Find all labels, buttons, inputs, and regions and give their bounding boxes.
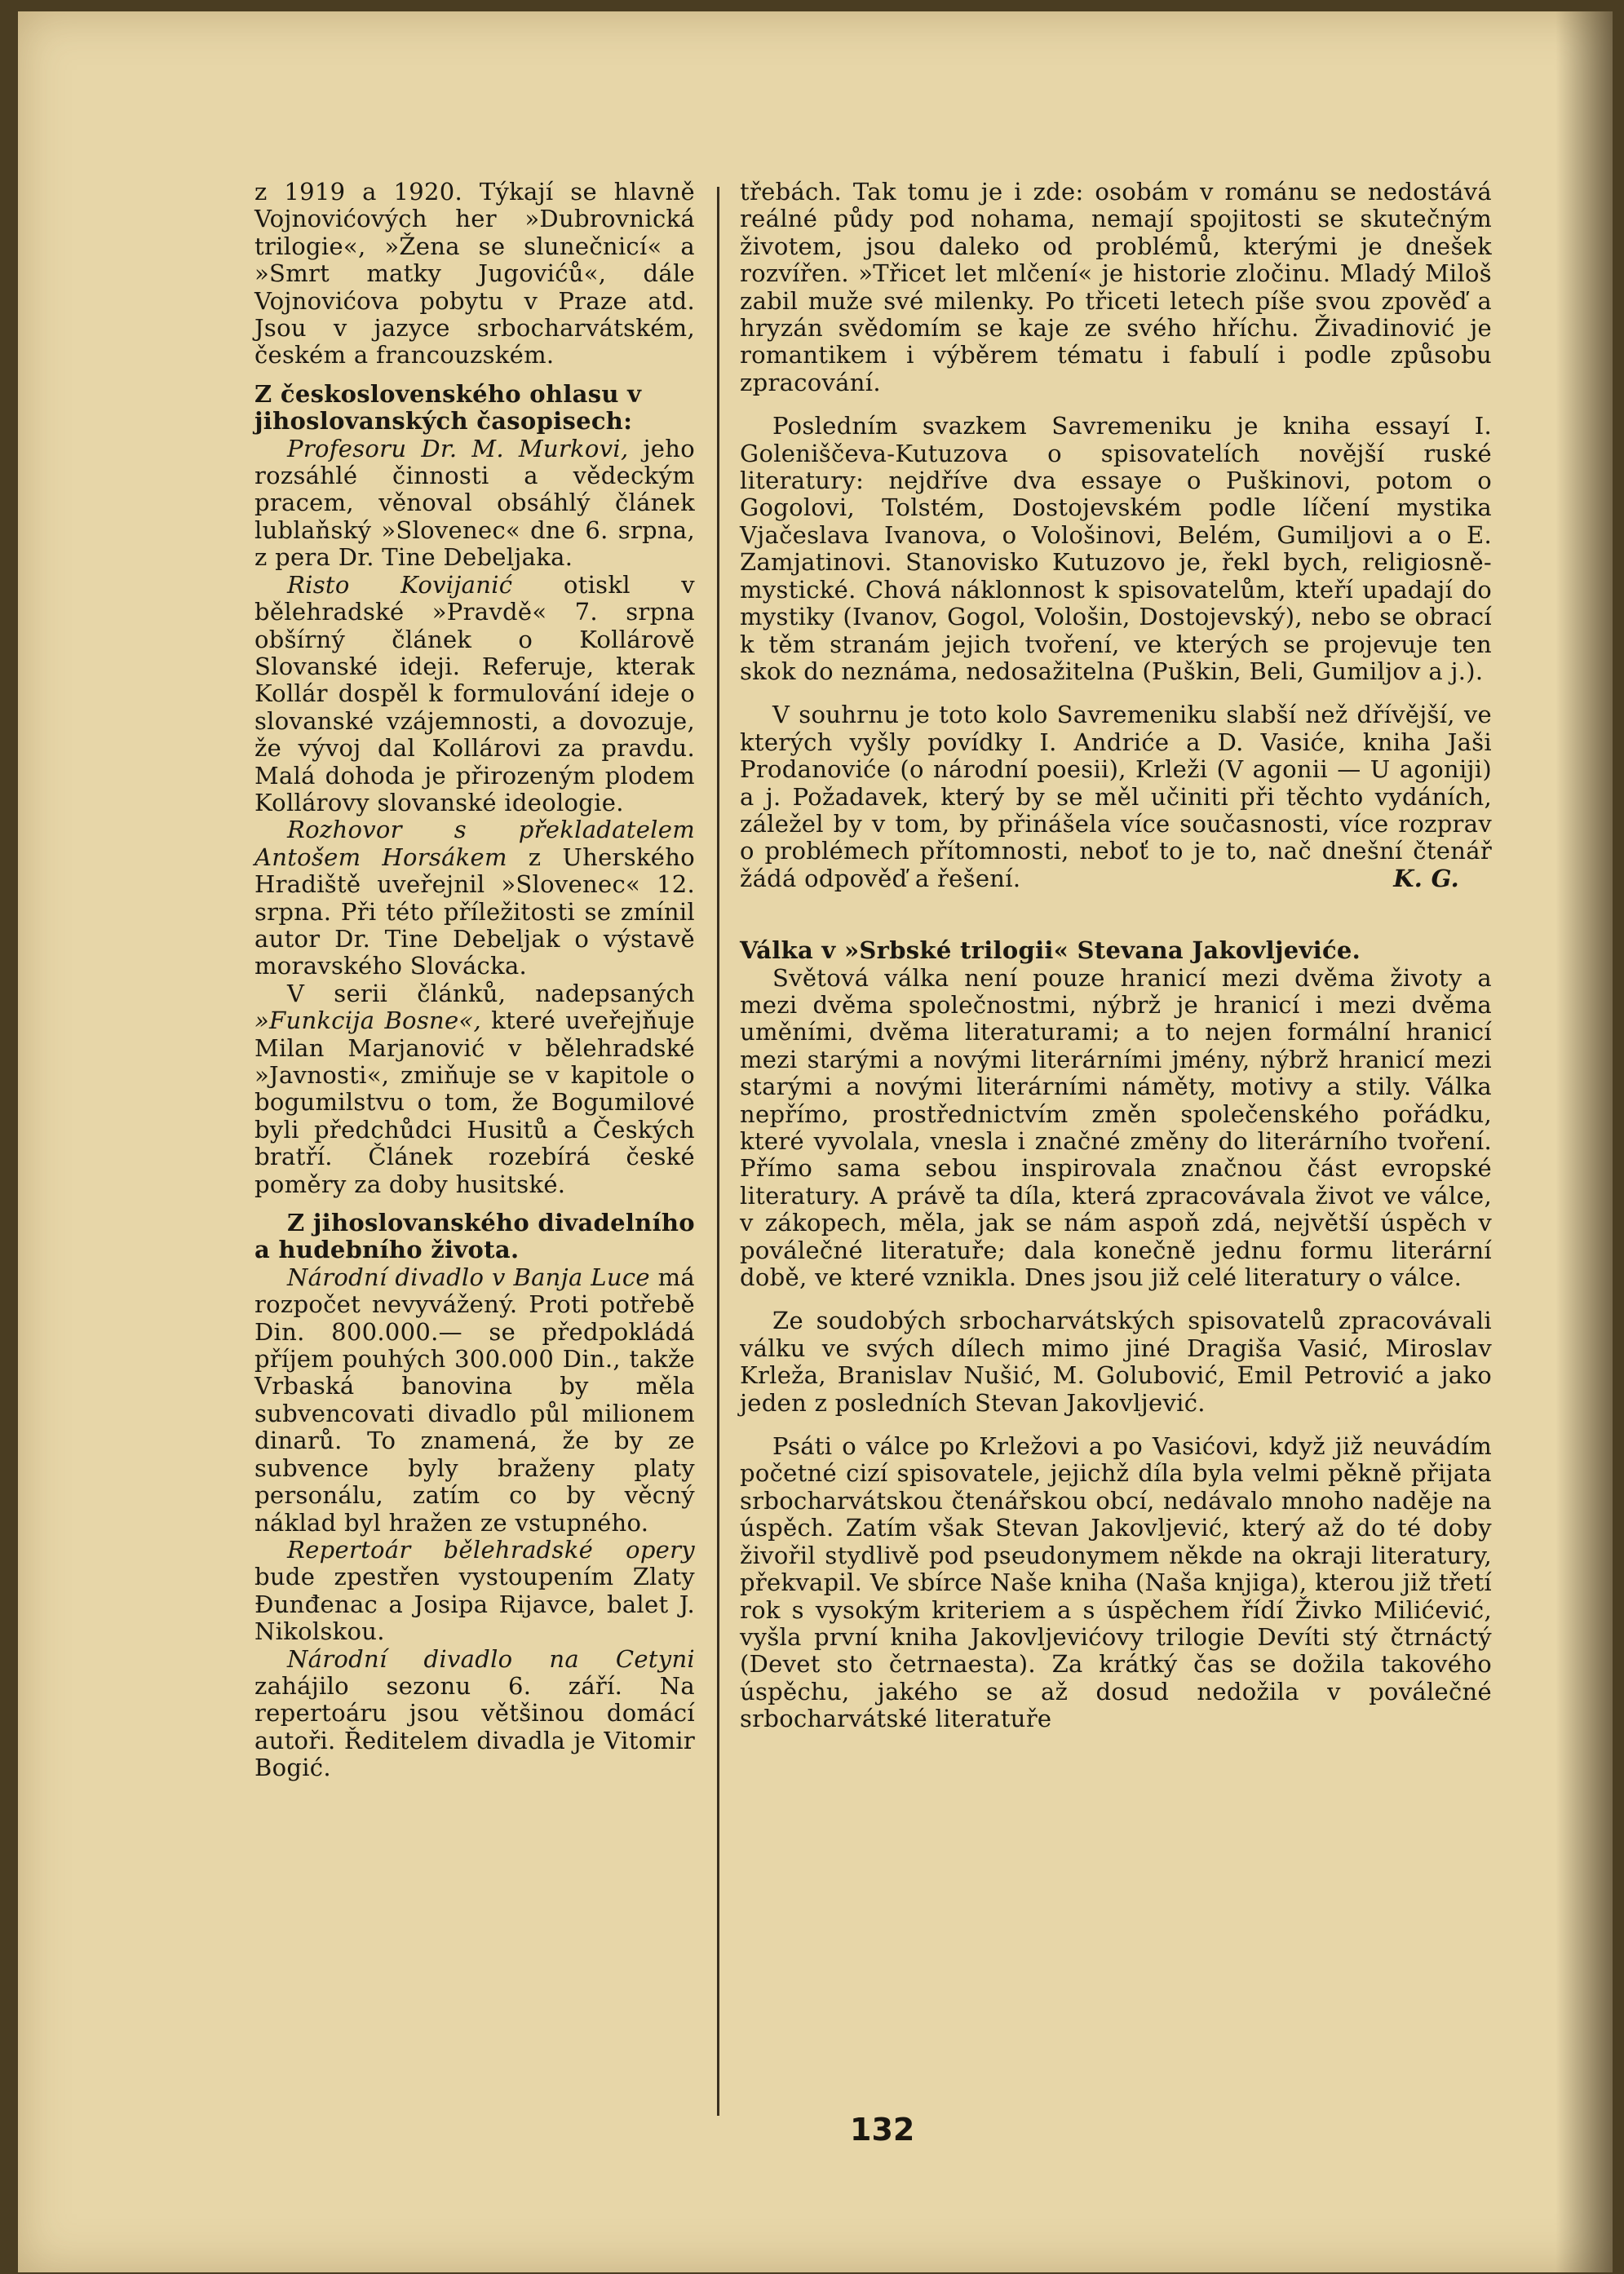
left-paragraph-3 <box>254 572 695 817</box>
page-edge-shadow <box>1555 11 1613 2272</box>
left-p7-title: Repertoár bělehradské opery <box>287 1535 695 1564</box>
left-p2-text: jeho rozsáhlé činnosti a vědeckým pracem, věnoval obsáhlý článek lublaňský »Slovenec« dne 6. srpna, z pera Dr. Tine Debeljaka. <box>254 434 695 572</box>
right-paragraph-6: Psáti o válce po Krležovi a po Vasićovi, když již neuvádím početné cizí spisovatele, jejichž díla byla velmi pěkně přijata srbocharvátskou čtenářskou obcí, nedávalo mnoho naděje na úspěch. Zatím však Stevan Jakovljević, který až do té doby živořil stydlivě pod pseudonymem někde na okraji literatury, překvapil. Ve sbírce Naše kniha (Naša knjiga), kterou již třetí rok s vysokým kriteriem a s úspěchem řídí Živko Milićević, vyšla první kniha Jakovljevićovy trilogie Devíti stý čtrnáctý (Devet sto četrnaesta). Za krátký čas se dožila takového úspěchu, jakého se až dosud nedožila v poválečné srbocharvátské literatuře <box>740 1432 1492 1733</box>
left-column <box>254 179 695 1782</box>
left-p6-text: má rozpočet nevyvážený. Proti potřebě Din. 800.000.— se předpokládá příjem pouhých 300.000 Din., takže Vrbaská banovina by měla subvencovati divadlo půl milionem dinarů. To znamená, že by ze subvence byly braženy platy personálu, zatím co by věcný náklad byl hražen ze vstupného. <box>254 1263 695 1537</box>
left-p5-lead: V serii článků, nadepsaných <box>287 979 695 1007</box>
left-p6-title: Národní divadlo v Banja Luce <box>287 1263 650 1291</box>
right-paragraph-5: Ze soudobých srbocharvátských spisovatelů zpracovávali válku ve svých dílech mimo jiné Dragiša Vasić, Miroslav Krleža, Branislav Nušić, M. Golubović, Emil Petrović a jako jeden z posledních Stevan Jakovljević. <box>740 1307 1492 1417</box>
left-paragraph-8 <box>254 1646 695 1782</box>
left-p7-text: bude zpestřen vystoupením Zlaty Đunđenac a Josipa Rijavce, balet J. Nikolskou. <box>254 1563 695 1646</box>
left-p4-title: Rozhovor s překladatelem Antošem Horsákem <box>254 816 695 871</box>
left-paragraph-7 <box>254 1537 695 1646</box>
left-p5-title: »Funkcija Bosne«, <box>254 1006 481 1035</box>
right-p3-text: V souhrnu je toto kolo Savremeniku slabší než dřívější, ve kterých vyšly povídky I. Andriće a D. Vasiće, kniha Jaši Prodanoviće (o národní poesii), Krleži (V agonii — U agoniji) a j. Požadavek, který by se měl učiniti při těchto vydáních, záležel by v tom, by přinášela více současnosti, více rozprav o problémech přítomnosti, neboť to je to, nač dnešní čtenář žádá odpověď a řešení. <box>740 701 1492 892</box>
left-heading-1: Z československého ohlasu v jihoslovanských časopisech: <box>254 379 642 436</box>
right-paragraph-2: Posledním svazkem Savremeniku je kniha essayí I. Goleniščeva-Kutuzova o spisovatelích novější ruské literatury: nejdříve dva essaye o Puškinovi, potom o Gogolovi, Tolstém, Dostojevském podle líčení mystika Vjačeslava Ivanova, o Vološinovi, Belém, Gumiljovi a o E. Zamjatinovi. Stanovisko Kutuzovo je, řekl bych, religiosně-mystické. Chová náklonnost k spisovatelům, kteří upadají do mystiky (Ivanov, Gogol, Vološin, Dostojevský), nebo se obrací k těm stranám jejich tvoření, ve kterých se projevuje ten skok do neznáma, nedosažitelna (Puškin, Beli, Gumiljov a j.). <box>740 412 1492 685</box>
left-paragraph-2 <box>254 436 695 572</box>
signature: K. G. <box>1393 864 1459 892</box>
book-page <box>18 11 1613 2272</box>
left-paragraph-6 <box>254 1264 695 1537</box>
left-heading-2: Z jihoslovanského divadelního a hudebního života. <box>254 1209 695 1264</box>
right-paragraph-4: Světová válka není pouze hranicí mezi dvěma životy a mezi dvěma společnostmi, nýbrž je hranicí i mezi dvěma uměními, dvěma literaturami; a to nejen formální hranicí mezi starými a novými literárními jmény, nýbrž hranicí mezi starými a novými literárními náměty, motivy a stily. Válka nepřímo, prostřednictvím změn společenského pořádku, které vyvolala, vnesla i značné změny do literárního tvoření. Přímo sama sebou inspirovala značnou část evropské literatury. A právě ta díla, která zpracovávala život ve válce, v zákopech, měla, jak se nám aspoň zdá, největší úspěch v poválečné literatuře; dala konečně jednu formu literární době, ve které vznikla. Dnes jsou již celé literatury o válce. <box>740 963 1492 1292</box>
left-p3-title: Risto Kovijanić <box>287 570 513 599</box>
right-paragraph-3 <box>740 701 1492 892</box>
left-p8-title: Národní divadlo na Cetyni <box>287 1644 695 1673</box>
page-number: 132 <box>850 2112 915 2148</box>
left-paragraph-5 <box>254 980 695 1198</box>
right-heading: Válka v »Srbské trilogii« Stevana Jakovljeviće. <box>740 936 1361 965</box>
right-column <box>740 179 1492 1733</box>
left-paragraph-1: z 1919 a 1920. Týkají se hlavně Vojnovićových her »Dubrovnická trilogie«, »Žena se slunečnicí« a »Smrt matky Jugovićů«, dále Vojnovićova pobytu v Praze atd. Jsou v jazyce srbocharvátském, českém a francouzském. <box>254 178 695 369</box>
right-paragraph-1: třebách. Tak tomu je i zde: osobám v románu se nedostává reálné půdy pod nohama, nemají spojitosti se skutečným životem, jsou daleko od problémů, kterými je dnešek rozvířen. »Třicet let mlčení« je historie zločinu. Mladý Miloš zabil muže své milenky. Po třiceti letech píše svou zpověď a hryzán svědomím se kaje ze svého hříchu. Živadinović je romantikem i výběrem tématu i fabulí i podle způsobu zpracování. <box>740 178 1492 396</box>
column-divider <box>717 187 719 2116</box>
left-paragraph-4 <box>254 816 695 980</box>
left-p5-text: které uveřejňuje Milan Marjanović v bělehradské »Javnosti«, zmiňuje se v kapitole o bogumilstvu o tom, že Bogumilové byli předchůdci Husitů a Českých bratří. Článek rozebírá české poměry za doby husitské. <box>254 1006 695 1198</box>
left-p8-text: zahájilo sezonu 6. září. Na repertoáru jsou většinou domácí autoři. Ředitelem divadla je Vitomir Bogić. <box>254 1671 695 1782</box>
left-p4-text: z Uherského Hradiště uveřejnil »Slovenec« 12. srpna. Při této příležitosti se zmínil autor Dr. Tine Debeljak o výstavě moravského Slovácka. <box>254 843 695 980</box>
left-p2-title: Profesoru Dr. M. Murkovi, <box>287 434 629 462</box>
left-p3-text: otiskl v bělehradské »Pravdě« 7. srpna obšírný článek o Kollárově Slovanské ideji. Referuje, kterak Kollár dospěl k formulování ideje o slovanské vzájemnosti, a dovozuje, že vývoj dal Kollárovi za pravdu. Malá dohoda je přirozeným plodem Kollárovy slovanské ideologie. <box>254 570 695 816</box>
